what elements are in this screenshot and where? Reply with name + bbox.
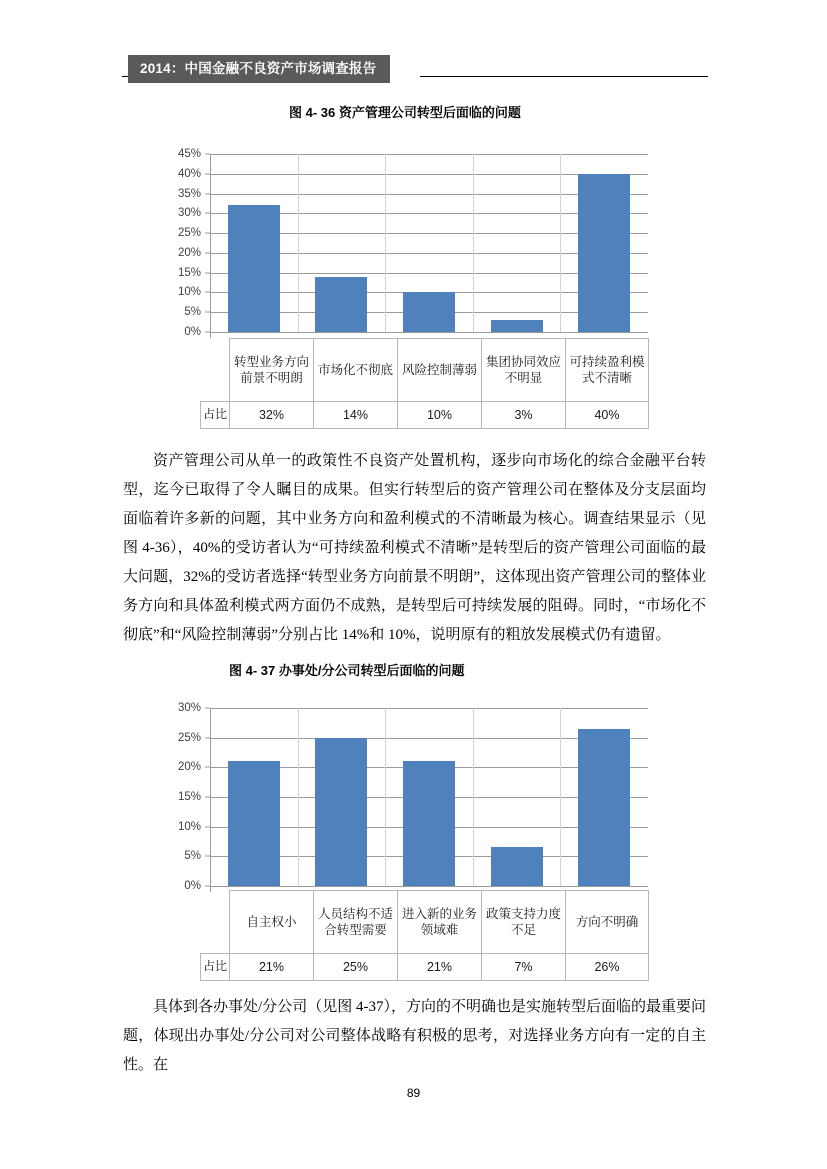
value-cell: 21% — [230, 954, 314, 981]
chart-gridline — [210, 154, 648, 155]
y-axis-line — [210, 708, 211, 892]
category-separator — [560, 154, 561, 332]
value-cell: 32% — [230, 402, 314, 429]
y-axis-tick-label: 10% — [177, 820, 201, 833]
chart-bar — [315, 738, 367, 886]
table-row-categories — [201, 339, 649, 402]
y-axis-tick-label: 10% — [177, 286, 201, 299]
chart-bar — [228, 761, 280, 886]
chart-4-36 — [178, 146, 648, 338]
value-cell: 40% — [566, 402, 649, 429]
chart-4-37 — [178, 700, 648, 890]
category-separator — [298, 708, 299, 886]
y-axis-tick-label: 0% — [184, 880, 201, 892]
y-axis-tick-label: 20% — [177, 246, 201, 259]
table-row-header: 占比 — [201, 402, 230, 429]
category-separator — [385, 708, 386, 886]
category-separator — [385, 154, 386, 332]
y-axis-tick-label: 15% — [177, 791, 201, 803]
y-axis-tick-label: 30% — [177, 207, 201, 220]
y-axis-line — [210, 154, 211, 338]
running-header — [0, 55, 827, 87]
value-cell: 26% — [566, 954, 649, 981]
figure-4-36-data-table — [200, 338, 649, 429]
value-cell: 10% — [398, 402, 482, 429]
y-axis-tick-label: 30% — [177, 702, 201, 714]
chart-gridline — [210, 708, 648, 709]
chart-gridline — [210, 886, 648, 887]
table-corner-cell — [201, 891, 230, 954]
figure-caption-4-36: 图 4- 36 资产管理公司转型后面临的问题 — [289, 105, 521, 120]
chart-bar — [315, 277, 367, 332]
y-axis-tick-label: 25% — [177, 731, 201, 744]
category-label-cell: 方向不明确 — [566, 891, 649, 954]
category-label-cell: 政策支持力度不足 — [482, 891, 566, 954]
y-axis-tick-label: 40% — [177, 167, 201, 180]
y-axis-tick-label: 35% — [177, 187, 201, 200]
value-cell: 3% — [482, 402, 566, 429]
body-paragraph-1: 资产管理公司从单一的政策性不良资产处置机构，逐步向市场化的综合金融平台转型，迄今已取得了令人瞩目的成果。但实行转型后的资产管理公司在整体及分支层面均面临着许多新的问题，其中业务方向和盈利模式的不清晰最为核心。调查结果显示（见图 4-36），40%的受访者认为“可持续盈利模式不清晰”是转型后的资产管理公司面临的最大问题，32%的受访者选择“转型业务方向前景不明朗”，这体现出资产管理公司的整体业务方向和具体盈利模式两方面仍不成熟，是转型后可持续发展的阻碍。同时，“市场化不彻底”和“风险控制薄弱”分别占比 14%和 10%，说明原有的粗放发展模式仍有遗留。 — [123, 453, 706, 643]
category-separator — [560, 708, 561, 886]
category-label-cell: 市场化不彻底 — [314, 339, 398, 402]
header-rule — [420, 76, 708, 77]
category-separator — [473, 154, 474, 332]
category-label-cell: 自主权小 — [230, 891, 314, 954]
category-label-cell: 可持续盈利模式不清晰 — [566, 339, 649, 402]
value-cell: 21% — [398, 954, 482, 981]
table-row-header: 占比 — [201, 954, 230, 981]
value-cell: 7% — [482, 954, 566, 981]
chart-bar — [403, 761, 455, 886]
y-axis-tick-label: 5% — [184, 850, 201, 863]
chart-4-37-plot-area — [178, 700, 648, 890]
chart-4-36-plot-area — [178, 146, 648, 338]
y-axis-tick-label: 15% — [177, 266, 201, 279]
y-axis-tick-label: 20% — [177, 761, 201, 774]
chart-bar — [491, 847, 543, 886]
category-label-cell: 转型业务方向前景不明朗 — [230, 339, 314, 402]
category-label-cell: 进入新的业务领域难 — [398, 891, 482, 954]
header-banner-title: 2014：中国金融不良资产市场调查报告 — [128, 55, 390, 83]
y-axis-tick-label: 45% — [177, 148, 201, 160]
chart-gridline — [210, 332, 648, 333]
page-number: 89 — [406, 1086, 421, 1100]
y-axis-tick-label: 0% — [184, 326, 201, 338]
y-axis-tick-label: 25% — [177, 227, 201, 240]
chart-bar — [491, 320, 543, 332]
category-separator — [298, 154, 299, 332]
category-label-cell: 人员结构不适合转型需要 — [314, 891, 398, 954]
table-row-categories — [201, 891, 649, 954]
chart-bar — [578, 174, 630, 332]
figure-4-37-data-table — [200, 890, 649, 981]
chart-bar — [578, 729, 630, 886]
category-label-cell: 风险控制薄弱 — [398, 339, 482, 402]
value-cell: 25% — [314, 954, 398, 981]
figure-caption-4-37: 图 4- 37 办事处/分公司转型后面临的问题 — [229, 663, 465, 678]
table-corner-cell — [201, 339, 230, 402]
body-paragraph-2: 具体到各办事处/分公司（见图 4-37），方向的不明确也是实施转型后面临的最重要问题，体现出办事处/分公司对公司整体战略有积极的思考，对选择业务方向有一定的自主性。在 — [123, 999, 706, 1073]
table-row-values — [201, 954, 649, 981]
chart-bar — [228, 205, 280, 332]
chart-bar — [403, 292, 455, 332]
value-cell: 14% — [314, 402, 398, 429]
category-label-cell: 集团协同效应不明显 — [482, 339, 566, 402]
y-axis-tick-label: 5% — [184, 306, 201, 319]
category-separator — [473, 708, 474, 886]
table-row-values — [201, 402, 649, 429]
